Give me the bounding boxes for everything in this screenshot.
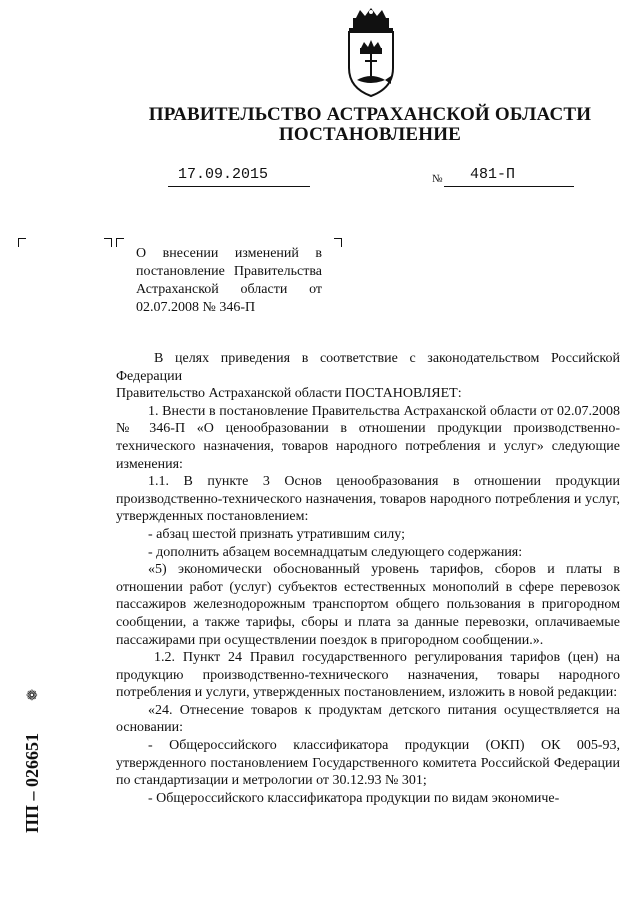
- corner-mark: [18, 238, 26, 247]
- document-type-title: ПОСТАНОВЛЕНИЕ: [278, 124, 462, 145]
- flower-ornament-icon: ❁: [26, 689, 38, 704]
- government-title: ПРАВИТЕЛЬСТВО АСТРАХАНСКОЙ ОБЛАСТИ: [148, 104, 592, 125]
- paragraph: «5) экономически обоснованный уровень тарифов, сборов и платы в отношении работ (услуг) субъектов естественных монополий в сфере перевозок пассажиров железнодорожным транспортом общего пользования в пригородном сообщении, а также тарифы, сборы и плата за данные перевозки, оплачиваемые пассажирами при осуществлении поездок в пригородном сообщении.».: [116, 562, 620, 648]
- number-underline: [444, 186, 574, 187]
- corner-mark: [116, 238, 124, 247]
- paragraph: 1.2. Пункт 24 Правил государственного регулирования тарифов (цен) на продукцию производственно-технического назначения, товары народного потребления и услуги, утвержденных постановлением, изложить в новой редакции:: [116, 650, 620, 701]
- paragraph: 1. Внести в постановление Правительства Астраханской области от 02.07.2008 № 346-П «О ценообразовании в отношении продукции производственно-технического назначения, товаров народного потребления и услуг» следующие изменения:: [116, 403, 620, 472]
- side-serial-stamp: [12, 688, 52, 888]
- document-body: [116, 350, 620, 807]
- paragraph: - дополнить абзацем восемнадцатым следующего содержания:: [148, 544, 523, 560]
- coat-of-arms-icon: [341, 6, 401, 98]
- document-number: 481-П: [470, 166, 516, 183]
- paragraph: - Общероссийского классификатора продукции (ОКП) ОК 005-93, утвержденного постановлением Государственного комитета Российской Федерации по стандартизации и метрологии от 30.12.93 № 301;: [116, 738, 620, 789]
- date-underline: [168, 186, 310, 187]
- paragraph: - абзац шестой признать утратившим силу;: [148, 526, 405, 542]
- document-date: 17.09.2015: [178, 166, 269, 183]
- serial-number: ПП – 026651: [22, 733, 42, 834]
- corner-mark: [334, 238, 342, 247]
- paragraph: «24. Отнесение товаров к продуктам детского питания осуществляется на основании:: [116, 702, 620, 736]
- number-sign: №: [432, 173, 443, 185]
- corner-mark: [104, 238, 112, 247]
- document-subject: О внесении изменений в постановление Правительства Астраханской области от 02.07.2008 № 346-П: [136, 246, 322, 315]
- paragraph: Правительство Астраханской области ПОСТАНОВЛЯЕТ:: [116, 386, 462, 402]
- paragraph: 1.1. В пункте 3 Основ ценообразования в отношении продукции производственно-технического назначения, товаров народного потребления и услуг, утвержденных постановлением:: [116, 474, 620, 525]
- paragraph: - Общероссийского классификатора продукции по видам экономиче-: [148, 790, 560, 806]
- paragraph: В целях приведения в соответствие с законодательством Российской Федерации: [116, 351, 620, 384]
